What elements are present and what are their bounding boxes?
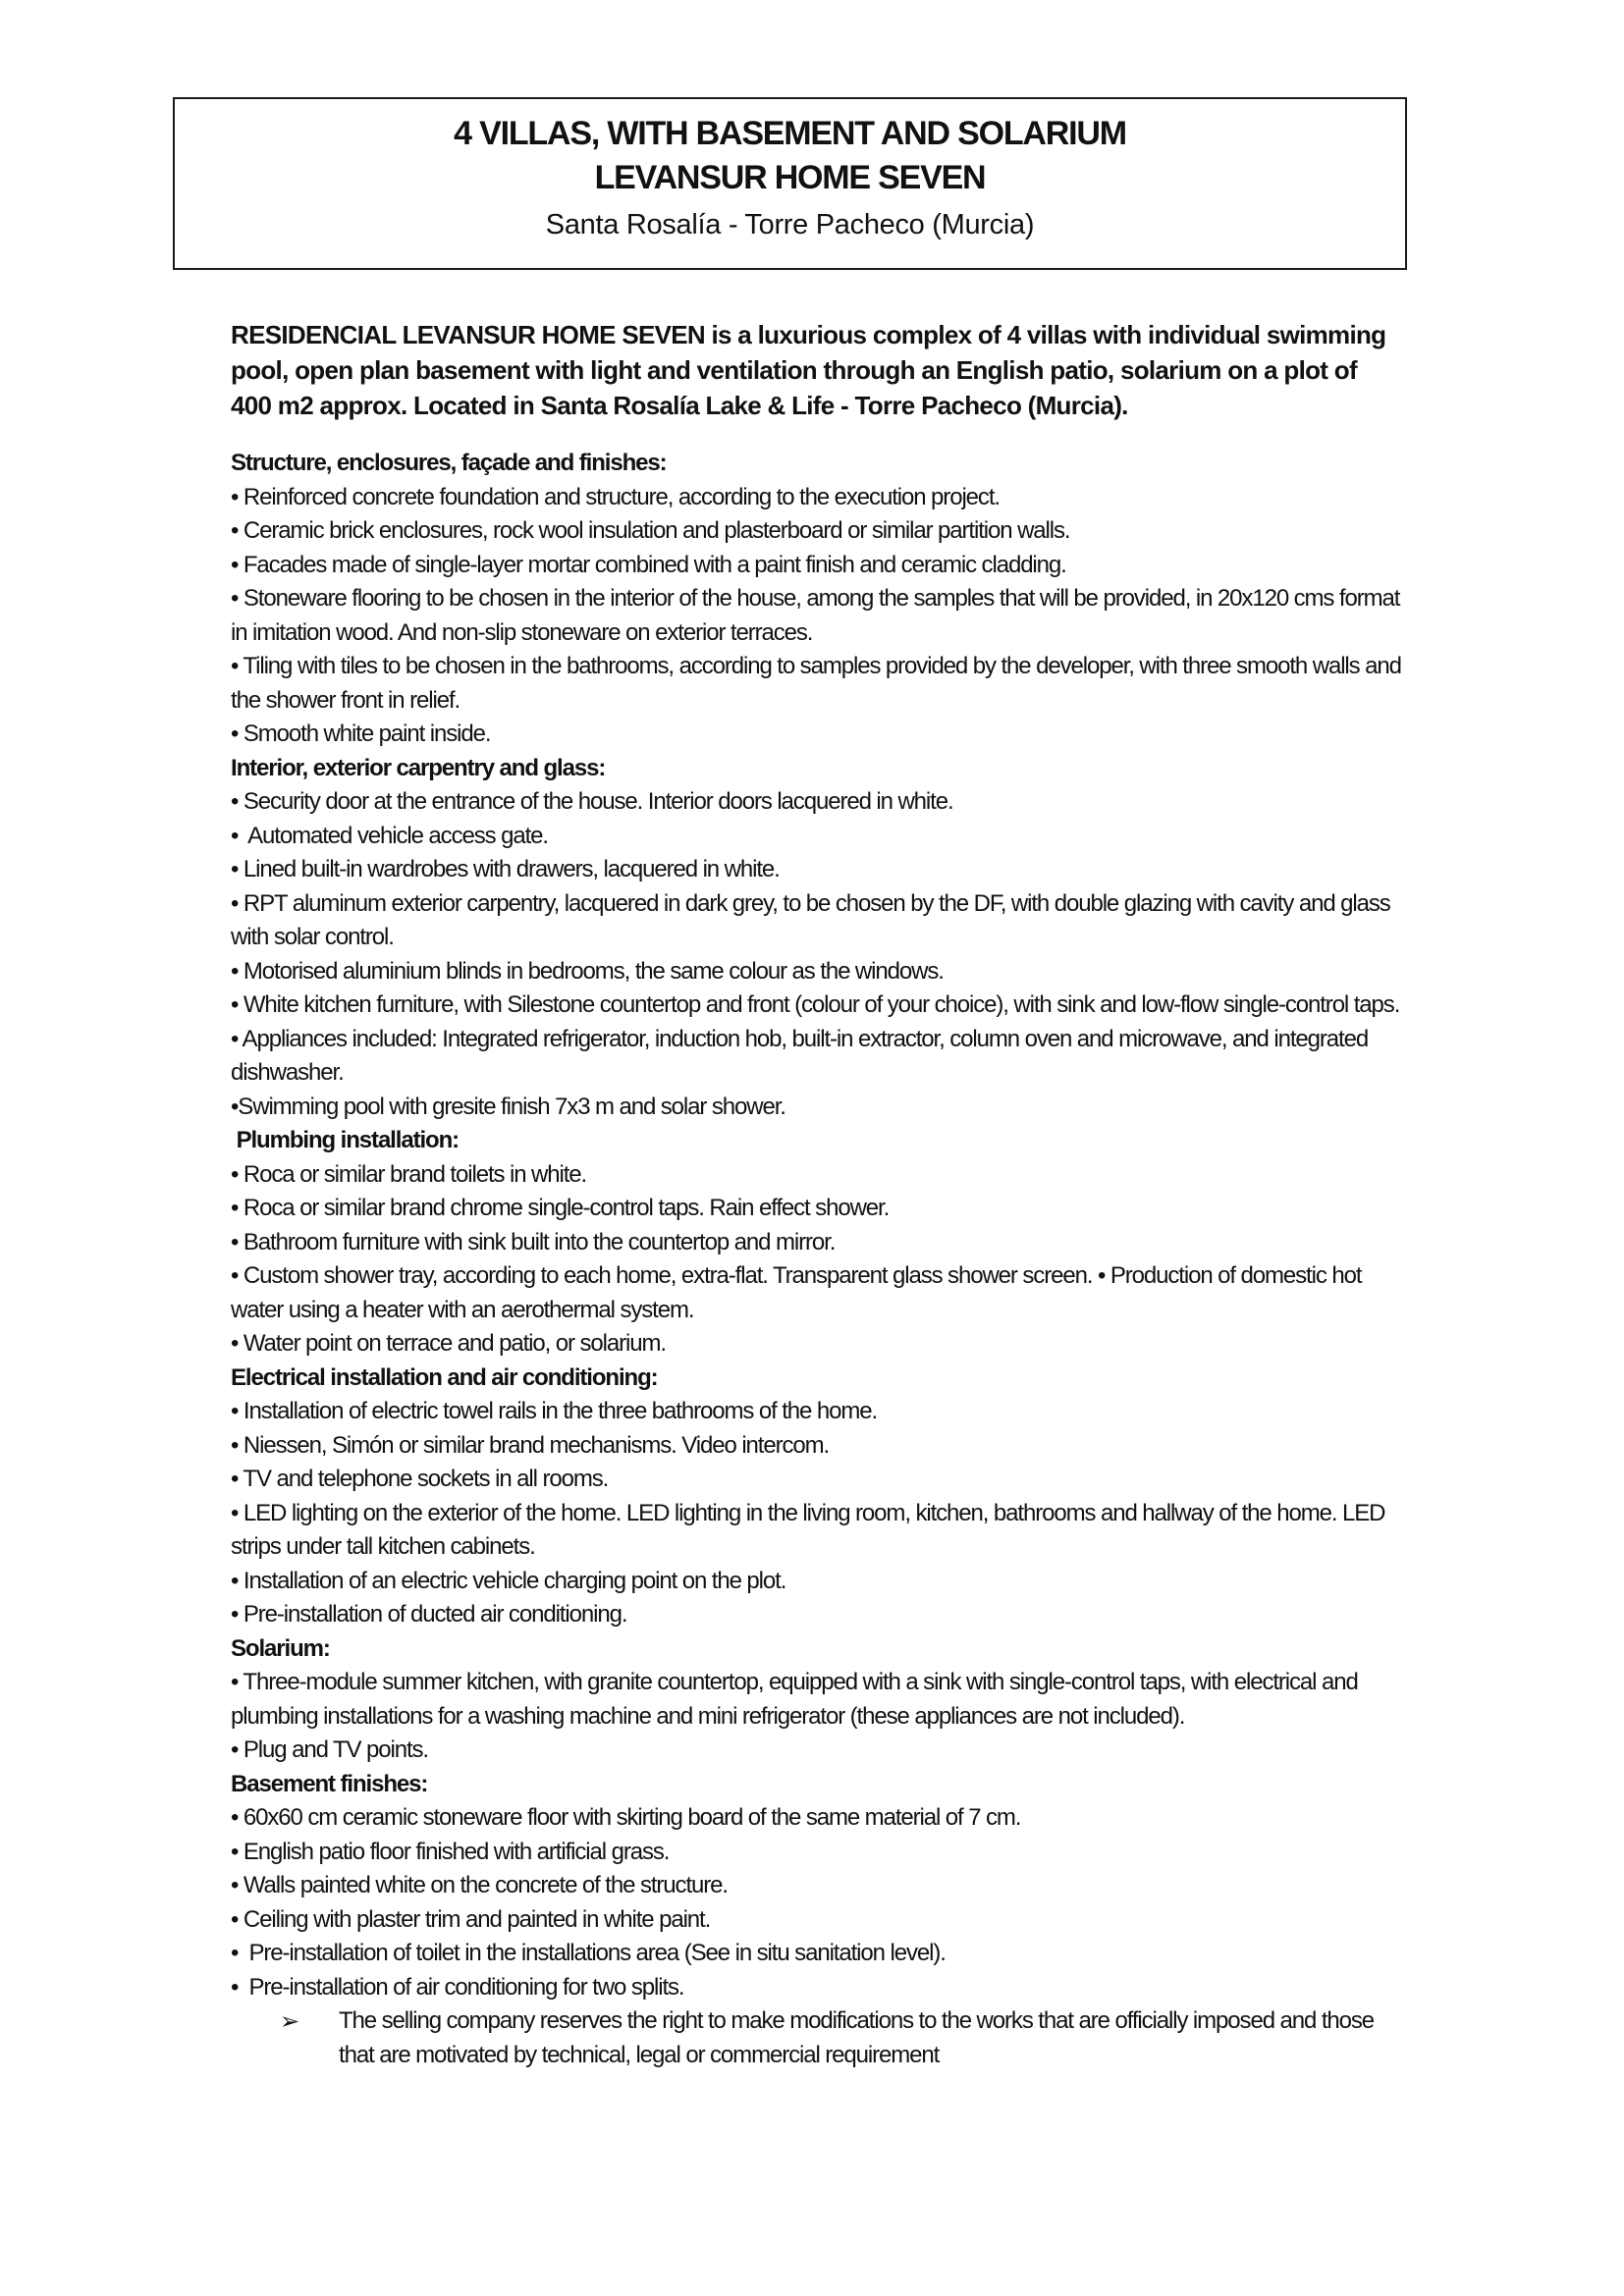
bullet-item: • Pre-installation of air conditioning for two splits. [231, 1973, 684, 2001]
spec-section [231, 752, 1401, 1125]
spec-section [231, 1362, 1401, 1632]
bullet-item: • Automated vehicle access gate. [231, 822, 548, 849]
bullet-list [231, 785, 1401, 1124]
bullet-item: • Motorised aluminium blinds in bedrooms, the same colour as the windows. [231, 957, 944, 985]
section-heading: Basement finishes: [231, 1770, 428, 1797]
bullet-item: • Ceiling with plaster trim and painted in white paint. [231, 1905, 711, 1933]
bullet-item: • Ceramic brick enclosures, rock wool insulation and plasterboard or similar partition walls. [231, 517, 1070, 544]
spec-sections [231, 447, 1407, 2004]
bullet-item: • Lined built-in wardrobes with drawers, lacquered in white. [231, 856, 780, 882]
bullet-item: • Roca or similar brand chrome single-control taps. Rain effect shower. [231, 1195, 890, 1221]
legal-note [231, 2004, 1401, 2072]
spec-section [231, 447, 1407, 752]
bullet-list [231, 1395, 1401, 1632]
bullet-item: • White kitchen furniture, with Silestone countertop and front (colour of your choice), with sink and low-flow single-control taps. [231, 991, 1400, 1018]
bullet-item: • English patio floor finished with artificial grass. [231, 1838, 670, 1865]
document-body [231, 317, 1407, 2072]
bullet-item: • TV and telephone sockets in all rooms. [231, 1466, 609, 1492]
bullet-item: • Security door at the entrance of the house. Interior doors lacquered in white. [231, 788, 953, 815]
spec-section [231, 1124, 1401, 1362]
legal-note-text: The selling company reserves the right to make modifications to the works that are officially imposed and those that are motivated by technical, legal or commercial requirement [339, 2007, 1380, 2068]
document-subtitle: Santa Rosalía - Torre Pacheco (Murcia) [545, 209, 1035, 240]
bullet-list [231, 1666, 1401, 1768]
section-heading: Electrical installation and air conditioning: [231, 1363, 658, 1391]
bullet-item: • LED lighting on the exterior of the home. LED lighting in the living room, kitchen, bathrooms and hallway of the home. LED strips under tall kitchen cabinets. [231, 1499, 1390, 1560]
bullet-item: • Water point on terrace and patio, or solarium. [231, 1330, 666, 1357]
bullet-item: • Tiling with tiles to be chosen in the bathrooms, according to samples provided by the developer, with three smooth walls and the shower front in relief. [231, 653, 1407, 714]
bullet-item: • Facades made of single-layer mortar combined with a paint finish and ceramic cladding. [231, 551, 1066, 578]
bullet-list [231, 1801, 1401, 2004]
bullet-list [231, 481, 1407, 752]
bullet-item: • Pre-installation of toilet in the installations area (See in situ sanitation level). [231, 1940, 946, 1966]
bullet-item: • Installation of an electric vehicle charging point on the plot. [231, 1567, 786, 1594]
bullet-item: • Appliances included: Integrated refrigerator, induction hob, built-in extractor, column oven and microwave, and integrated dishwasher. [231, 1025, 1374, 1086]
section-heading: Interior, exterior carpentry and glass: [231, 754, 606, 781]
bullet-item: • Smooth white paint inside. [231, 721, 491, 747]
document-title-line-1: 4 VILLAS, WITH BASEMENT AND SOLARIUM [454, 115, 1126, 152]
intro-paragraph: RESIDENCIAL LEVANSUR HOME SEVEN is a luxurious complex of 4 villas with individual swimming pool, open plan basement with light and ventilation through an English patio, solarium on a plot of 400 m2 approx. Located in Santa Rosalía Lake & Life - Torre Pacheco (Murcia). [231, 320, 1392, 420]
section-heading: Structure, enclosures, façade and finishes: [231, 450, 667, 476]
bullet-item: • Pre-installation of ducted air conditioning. [231, 1601, 627, 1628]
bullet-item: • Niessen, Simón or similar brand mechanisms. Video intercom. [231, 1431, 830, 1459]
spec-section [231, 1632, 1401, 1768]
title-box [173, 97, 1407, 270]
arrow-bullet-icon: ➢ [280, 2007, 300, 2035]
bullet-item: •Swimming pool with gresite finish 7x3 m and solar shower. [231, 1093, 785, 1120]
spec-section [231, 1768, 1401, 2005]
bullet-list [231, 1158, 1401, 1362]
section-heading: Solarium: [231, 1634, 330, 1662]
bullet-item: • Installation of electric towel rails in the three bathrooms of the home. [231, 1398, 878, 1424]
bullet-item: • 60x60 cm ceramic stoneware floor with skirting board of the same material of 7 cm. [231, 1804, 1021, 1831]
bullet-item: • Roca or similar brand toilets in white. [231, 1160, 587, 1188]
bullet-item: • Reinforced concrete foundation and structure, according to the execution project. [231, 483, 1000, 510]
bullet-item: • Plug and TV points. [231, 1736, 428, 1763]
section-heading: Plumbing installation: [231, 1127, 460, 1153]
bullet-item: • Stoneware flooring to be chosen in the interior of the house, among the samples that will be provided, in 20x120 cms format in imitation wood. And non-slip stoneware on exterior terraces. [231, 585, 1405, 646]
bullet-item: • Walls painted white on the concrete of the structure. [231, 1872, 728, 1898]
bullet-item: • Custom shower tray, according to each home, extra-flat. Transparent glass shower screen. • Production of domestic hot water using a heater with an aerothermal system. [231, 1262, 1367, 1323]
bullet-item: • Three-module summer kitchen, with granite countertop, equipped with a sink with single-control taps, with electrical and plumbing installations for a washing machine and mini refrigerator (these appliances are not included). [231, 1669, 1364, 1730]
document-title-line-2: LEVANSUR HOME SEVEN [594, 159, 986, 196]
bullet-item: • RPT aluminum exterior carpentry, lacquered in dark grey, to be chosen by the DF, with double glazing with cavity and glass with solar control. [231, 889, 1396, 950]
bullet-item: • Bathroom furniture with sink built into the countertop and mirror. [231, 1228, 836, 1255]
